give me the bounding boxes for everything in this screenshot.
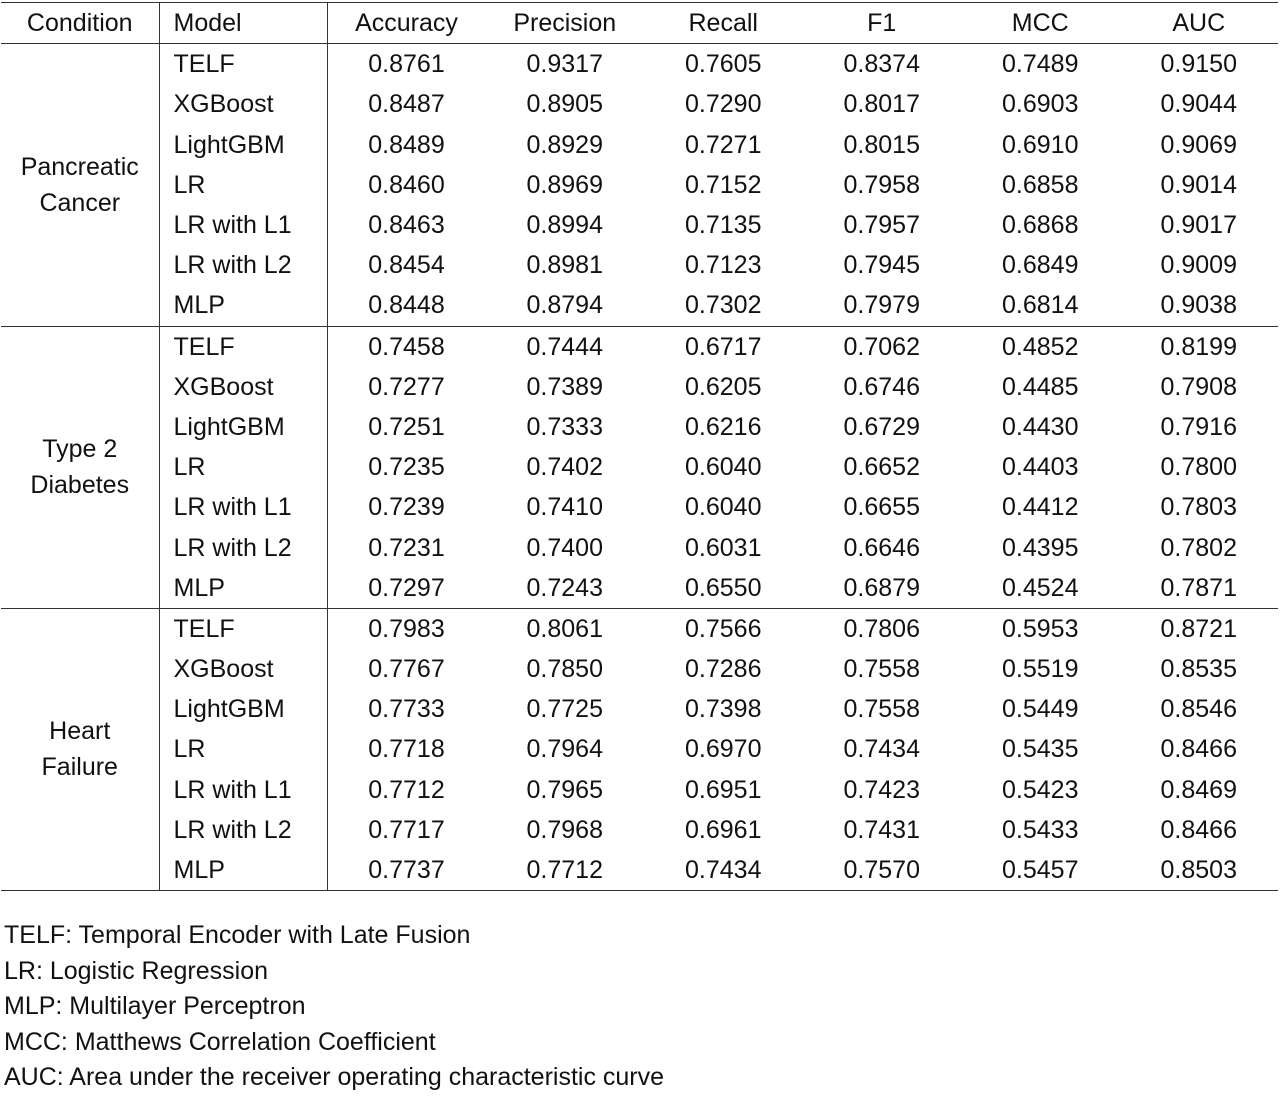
metric-cell: 0.6961 [685, 815, 762, 844]
metric-cell: 0.8761 [368, 50, 445, 79]
metric-cell: 0.8535 [1160, 655, 1237, 684]
table-row [1, 407, 1278, 447]
table-row [1, 125, 1278, 165]
condition-group [1, 608, 1278, 890]
metric-cell: 0.8061 [526, 614, 603, 643]
metric-cell: 0.6849 [1002, 251, 1079, 280]
metric-cell: 0.7605 [685, 50, 762, 79]
metric-cell: 0.7965 [526, 775, 603, 804]
metric-cell: 0.9317 [526, 50, 603, 79]
table-row [1, 770, 1278, 810]
metric-cell: 0.7712 [526, 856, 603, 885]
metric-cell: 0.8463 [368, 211, 445, 240]
metric-cell: 0.7737 [368, 856, 445, 885]
model-cell: XGBoost [159, 84, 327, 124]
results-table [1, 2, 1278, 891]
table-row [1, 850, 1278, 891]
metric-cell: 0.7135 [685, 211, 762, 240]
model-cell: LR [159, 447, 327, 487]
metric-cell: 0.7271 [685, 130, 762, 159]
metric-cell: 0.7400 [526, 533, 603, 562]
metric-cell: 0.7423 [843, 775, 920, 804]
metric-cell: 0.7945 [843, 251, 920, 280]
model-cell: LR with L2 [159, 810, 327, 850]
metric-cell: 0.6951 [685, 775, 762, 804]
metric-cell: 0.4412 [1002, 493, 1079, 522]
metric-cell: 0.6746 [843, 372, 920, 401]
model-cell: XGBoost [159, 649, 327, 689]
model-cell: LR [159, 729, 327, 769]
table-row [1, 367, 1278, 407]
metric-cell: 0.9017 [1160, 211, 1237, 240]
condition-label: Pancreatic [20, 152, 139, 181]
metric-cell: 0.6031 [685, 533, 762, 562]
column-header: Recall [644, 3, 803, 44]
metric-cell: 0.8454 [368, 251, 445, 280]
metric-cell: 0.7251 [368, 412, 445, 441]
metric-cell: 0.7850 [526, 655, 603, 684]
table-row [1, 165, 1278, 205]
metric-cell: 0.7235 [368, 453, 445, 482]
metric-cell: 0.6646 [843, 533, 920, 562]
metric-cell: 0.4485 [1002, 372, 1079, 401]
condition-label: Failure [41, 753, 118, 782]
metric-cell: 0.6655 [843, 493, 920, 522]
metric-cell: 0.7458 [368, 332, 445, 361]
metric-cell: 0.9150 [1160, 50, 1237, 79]
metric-cell: 0.6040 [685, 493, 762, 522]
metric-cell: 0.7983 [368, 614, 445, 643]
abbreviation-notes [4, 918, 664, 1096]
metric-cell: 0.7916 [1160, 412, 1237, 441]
metric-cell: 0.7957 [843, 211, 920, 240]
metric-cell: 0.7290 [685, 90, 762, 119]
metric-cell: 0.7979 [843, 291, 920, 320]
note-line: TELF: Temporal Encoder with Late Fusion [4, 921, 471, 949]
condition-cell [1, 608, 159, 890]
metric-cell: 0.8489 [368, 130, 445, 159]
metric-cell: 0.6903 [1002, 90, 1079, 119]
condition-cell [1, 44, 159, 326]
metric-cell: 0.6858 [1002, 170, 1079, 199]
metric-cell: 0.7968 [526, 815, 603, 844]
table-row [1, 649, 1278, 689]
metric-cell: 0.7570 [843, 856, 920, 885]
table-row [1, 245, 1278, 285]
metric-cell: 0.7231 [368, 533, 445, 562]
metric-cell: 0.8969 [526, 170, 603, 199]
metric-cell: 0.5457 [1002, 856, 1079, 885]
metric-cell: 0.8199 [1160, 332, 1237, 361]
metric-cell: 0.5449 [1002, 695, 1079, 724]
model-cell: LightGBM [159, 407, 327, 447]
metric-cell: 0.6717 [685, 332, 762, 361]
note-line: MLP: Multilayer Perceptron [4, 992, 306, 1021]
metric-cell: 0.7302 [685, 291, 762, 320]
metric-cell: 0.7239 [368, 493, 445, 522]
metric-cell: 0.7806 [843, 614, 920, 643]
metric-cell: 0.4403 [1002, 453, 1079, 482]
metric-cell: 0.7800 [1160, 453, 1237, 482]
table-row [1, 527, 1278, 567]
metric-cell: 0.8015 [843, 130, 920, 159]
column-header: Accuracy [327, 3, 486, 44]
metric-cell: 0.7243 [526, 573, 603, 602]
metric-cell: 0.7402 [526, 453, 603, 482]
metric-cell: 0.5435 [1002, 735, 1079, 764]
metric-cell: 0.8994 [526, 211, 603, 240]
metric-cell: 0.7958 [843, 170, 920, 199]
metric-cell: 0.5433 [1002, 815, 1079, 844]
table-row [1, 810, 1278, 850]
metric-cell: 0.6910 [1002, 130, 1079, 159]
metric-cell: 0.6868 [1002, 211, 1079, 240]
table-row [1, 608, 1278, 649]
column-header: MCC [961, 3, 1120, 44]
metric-cell: 0.8721 [1160, 614, 1237, 643]
metric-cell: 0.6879 [843, 573, 920, 602]
metric-cell: 0.7444 [526, 332, 603, 361]
metric-cell: 0.7802 [1160, 533, 1237, 562]
header-row [1, 3, 1278, 44]
condition-label: Heart [49, 717, 111, 746]
metric-cell: 0.8905 [526, 90, 603, 119]
metric-cell: 0.6814 [1002, 291, 1079, 320]
metric-cell: 0.7964 [526, 735, 603, 764]
metric-cell: 0.7062 [843, 332, 920, 361]
metric-cell: 0.8981 [526, 251, 603, 280]
model-cell: TELF [159, 326, 327, 367]
metric-cell: 0.7558 [843, 695, 920, 724]
metric-cell: 0.4395 [1002, 533, 1079, 562]
metric-cell: 0.6550 [685, 573, 762, 602]
metric-cell: 0.4852 [1002, 332, 1079, 361]
metric-cell: 0.7333 [526, 412, 603, 441]
table-row [1, 729, 1278, 769]
condition-label: Diabetes [30, 471, 130, 500]
metric-cell: 0.8469 [1160, 775, 1237, 804]
metric-cell: 0.6216 [685, 412, 762, 441]
model-cell: LR with L2 [159, 245, 327, 285]
metric-cell: 0.6205 [685, 372, 762, 401]
metric-cell: 0.8929 [526, 130, 603, 159]
metric-cell: 0.4524 [1002, 573, 1079, 602]
model-cell: TELF [159, 44, 327, 85]
metric-cell: 0.7489 [1002, 50, 1079, 79]
metric-cell: 0.6729 [843, 412, 920, 441]
column-header: AUC [1120, 3, 1279, 44]
metric-cell: 0.7410 [526, 493, 603, 522]
condition-group [1, 326, 1278, 608]
metric-cell: 0.7297 [368, 573, 445, 602]
table-row [1, 326, 1278, 367]
note-line: AUC: Area under the receiver operating characteristic curve [4, 1063, 665, 1092]
metric-cell: 0.8503 [1160, 856, 1237, 885]
metric-cell: 0.7908 [1160, 372, 1237, 401]
condition-group [1, 44, 1278, 326]
metric-cell: 0.5519 [1002, 655, 1079, 684]
metric-cell: 0.7871 [1160, 573, 1237, 602]
column-header: Model [159, 3, 327, 44]
metric-cell: 0.7725 [526, 695, 603, 724]
model-cell: LightGBM [159, 125, 327, 165]
metric-cell: 0.9038 [1160, 291, 1237, 320]
table-row [1, 689, 1278, 729]
metric-cell: 0.7123 [685, 251, 762, 280]
metric-cell: 0.7717 [368, 815, 445, 844]
metric-cell: 0.8374 [843, 50, 920, 79]
model-cell: LR [159, 165, 327, 205]
metric-cell: 0.8546 [1160, 695, 1237, 724]
model-cell: MLP [159, 850, 327, 891]
model-cell: LightGBM [159, 689, 327, 729]
metric-cell: 0.7767 [368, 655, 445, 684]
metric-cell: 0.7152 [685, 170, 762, 199]
model-cell: XGBoost [159, 367, 327, 407]
metric-cell: 0.9014 [1160, 170, 1237, 199]
column-header: Condition [1, 3, 159, 44]
metric-cell: 0.6652 [843, 453, 920, 482]
model-cell: LR with L1 [159, 487, 327, 527]
column-header: F1 [803, 3, 962, 44]
metric-cell: 0.8466 [1160, 815, 1237, 844]
metric-cell: 0.7398 [685, 695, 762, 724]
metric-cell: 0.6970 [685, 735, 762, 764]
metric-cell: 0.9044 [1160, 90, 1237, 119]
condition-cell [1, 326, 159, 608]
model-cell: MLP [159, 568, 327, 609]
metric-cell: 0.7434 [685, 856, 762, 885]
metric-cell: 0.8448 [368, 291, 445, 320]
metric-cell: 0.4430 [1002, 412, 1079, 441]
table-header [1, 3, 1278, 44]
metric-cell: 0.7733 [368, 695, 445, 724]
model-cell: TELF [159, 608, 327, 649]
metric-cell: 0.7277 [368, 372, 445, 401]
model-cell: LR with L1 [159, 205, 327, 245]
metric-cell: 0.7718 [368, 735, 445, 764]
note-line: MCC: Matthews Correlation Coefficient [4, 1027, 436, 1056]
metric-cell: 0.8794 [526, 291, 603, 320]
table-row [1, 487, 1278, 527]
metric-cell: 0.8487 [368, 90, 445, 119]
model-cell: LR with L1 [159, 770, 327, 810]
table-row [1, 447, 1278, 487]
table-row [1, 205, 1278, 245]
table-row [1, 84, 1278, 124]
metric-cell: 0.5423 [1002, 775, 1079, 804]
metric-cell: 0.8466 [1160, 735, 1237, 764]
metric-cell: 0.7566 [685, 614, 762, 643]
metric-cell: 0.8017 [843, 90, 920, 119]
metric-cell: 0.7803 [1160, 493, 1237, 522]
metric-cell: 0.5953 [1002, 614, 1079, 643]
model-cell: LR with L2 [159, 527, 327, 567]
metric-cell: 0.7286 [685, 655, 762, 684]
metric-cell: 0.7434 [843, 735, 920, 764]
column-header: Precision [486, 3, 645, 44]
metric-cell: 0.7558 [843, 655, 920, 684]
table-row [1, 44, 1278, 85]
condition-label: Cancer [39, 188, 121, 217]
metric-cell: 0.7389 [526, 372, 603, 401]
table-row [1, 568, 1278, 609]
metric-cell: 0.7431 [843, 815, 920, 844]
table-row [1, 285, 1278, 326]
metric-cell: 0.8460 [368, 170, 445, 199]
metric-cell: 0.6040 [685, 453, 762, 482]
note-line: LR: Logistic Regression [4, 956, 269, 985]
condition-label: Type 2 [42, 435, 118, 464]
model-cell: MLP [159, 285, 327, 326]
metric-cell: 0.7712 [368, 775, 445, 804]
metric-cell: 0.9069 [1160, 130, 1237, 159]
metric-cell: 0.9009 [1160, 251, 1237, 280]
